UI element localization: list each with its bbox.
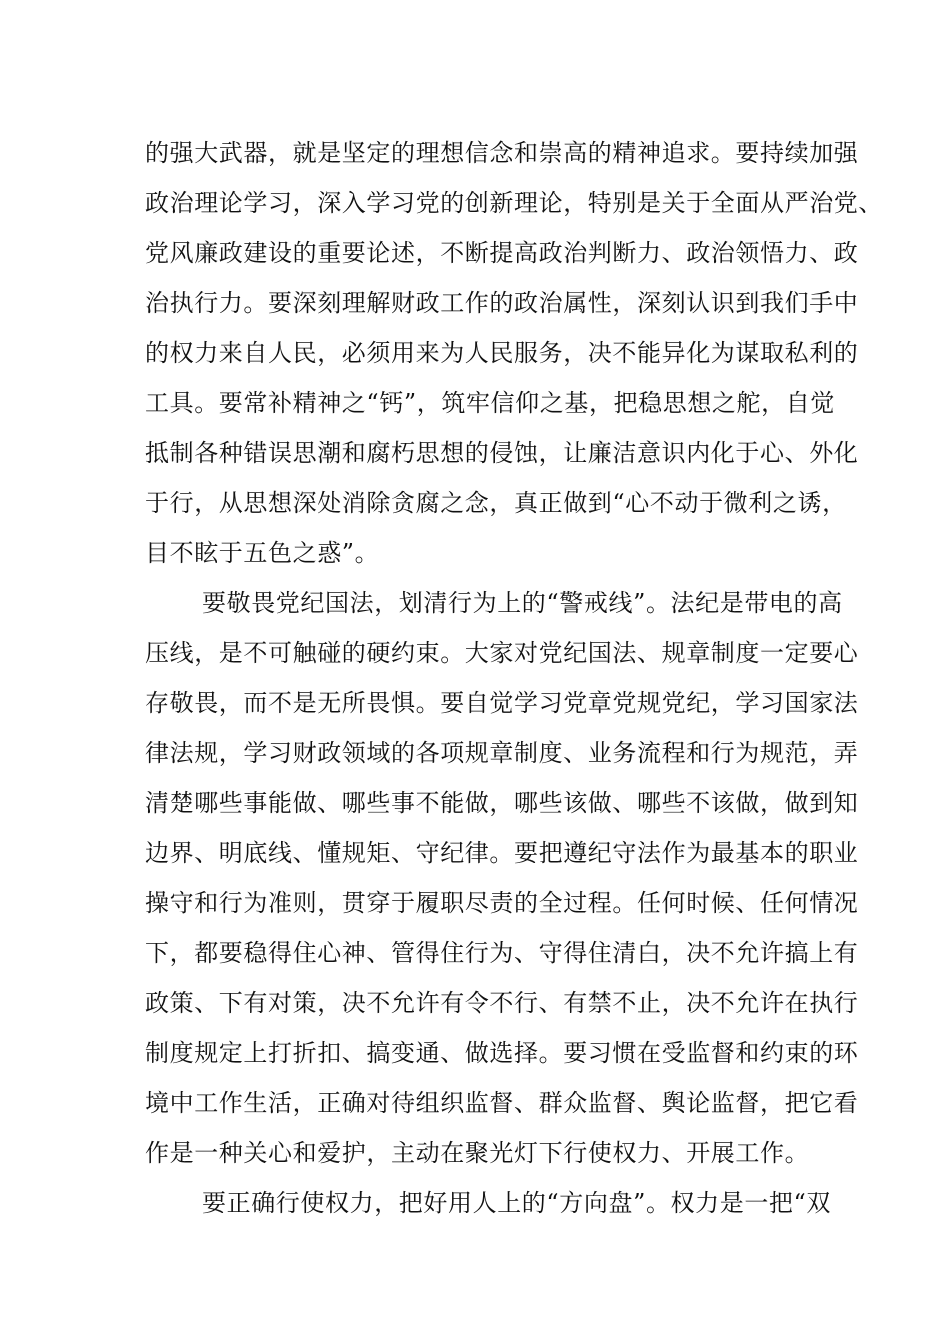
text-line: 清楚哪些事能做、哪些事不能做，哪些该做、哪些不该做，做到知 <box>145 789 859 817</box>
text-line: 存敬畏，而不是无所畏惧。要自觉学习党章党规党纪，学习国家法 <box>145 689 859 717</box>
text-line: 政治理论学习，深入学习党的创新理论，特别是关于全面从严治党、 <box>145 189 883 217</box>
text-line: 压线，是不可触碰的硬约束。大家对党纪国法、规章制度一定要心 <box>145 639 859 667</box>
text-line: 要敬畏党纪国法，划清行为上的“警戒线”。法纪是带电的高 <box>202 589 843 617</box>
text-line: 的权力来自人民，必须用来为人民服务，决不能异化为谋取私利的 <box>145 339 859 367</box>
text-line: 目不眩于五色之惑”。 <box>145 539 380 567</box>
text-line: 边界、明底线、懂规矩、守纪律。要把遵纪守法作为最基本的职业 <box>145 839 859 867</box>
text-line: 律法规，学习财政领域的各项规章制度、业务流程和行为规范，弄 <box>145 739 859 767</box>
body-text <box>145 128 883 1228</box>
text-line: 要正确行使权力，把好用人上的“方向盘”。权力是一把“双 <box>202 1189 832 1217</box>
text-line: 作是一种关心和爱护，主动在聚光灯下行使权力、开展工作。 <box>145 1139 810 1167</box>
text-line: 的强大武器，就是坚定的理想信念和崇高的精神追求。要持续加强 <box>145 139 859 167</box>
text-line: 抵制各种错误思潮和腐朽思想的侵蚀，让廉洁意识内化于心、外化 <box>145 439 859 467</box>
text-line: 操守和行为准则，贯穿于履职尽责的全过程。任何时候、任何情况 <box>145 889 859 917</box>
text-line: 政策、下有对策，决不允许有令不行、有禁不止，决不允许在执行 <box>145 989 859 1017</box>
text-line: 党风廉政建设的重要论述，不断提高政治判断力、政治领悟力、政 <box>145 239 859 267</box>
text-line: 工具。要常补精神之“钙”，筑牢信仰之基，把稳思想之舵，自觉 <box>145 389 835 417</box>
text-line: 境中工作生活，正确对待组织监督、群众监督、舆论监督，把它看 <box>145 1089 859 1117</box>
text-line: 于行，从思想深处消除贪腐之念，真正做到“心不动于微利之诱， <box>145 489 847 517</box>
text-line: 制度规定上打折扣、搞变通、做选择。要习惯在受监督和约束的环 <box>145 1039 859 1067</box>
text-line: 下，都要稳得住心神、管得住行为、守得住清白，决不允许搞上有 <box>145 939 859 967</box>
text-line: 治执行力。要深刻理解财政工作的政治属性，深刻认识到我们手中 <box>145 289 859 317</box>
